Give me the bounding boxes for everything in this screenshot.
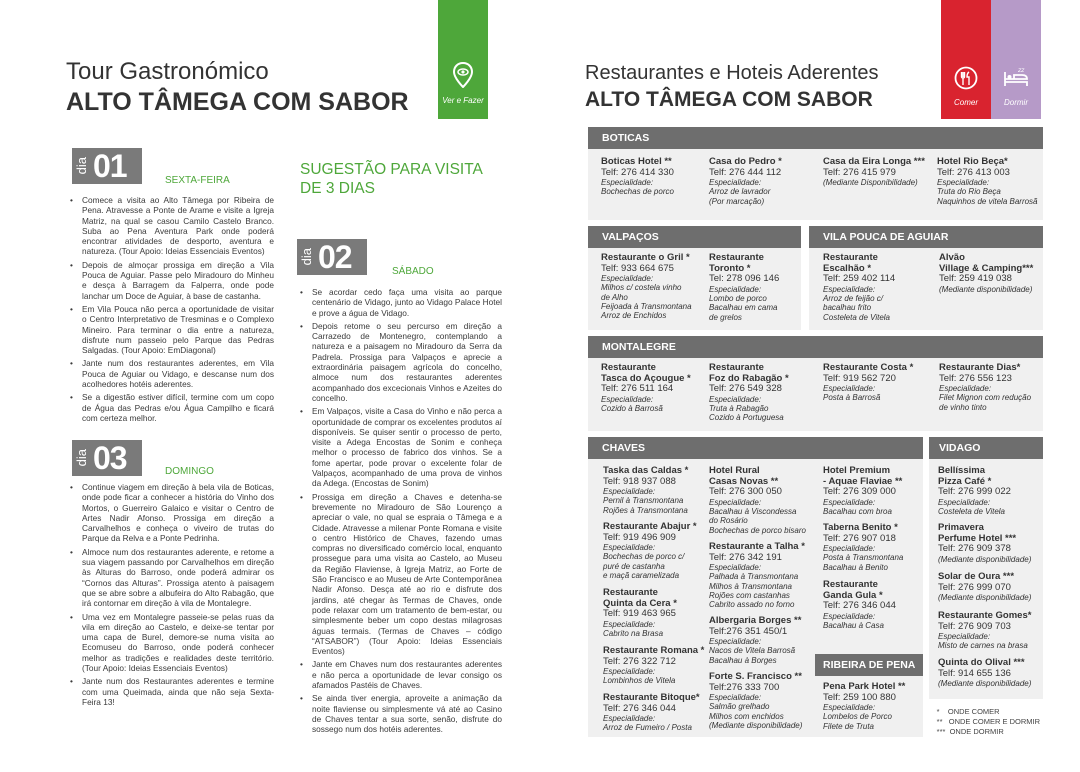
entry-name: Restaurante xyxy=(823,252,878,263)
specialty-label: Especialidade: xyxy=(823,544,876,554)
region-header: VIDAGO xyxy=(929,437,1043,459)
legend-item: * ONDE COMER xyxy=(936,707,1000,716)
entry-phone: Telf:276 351 450/1 xyxy=(709,625,788,637)
day-2-badge xyxy=(297,239,367,275)
entry-specialty: Filet Mignon com redução xyxy=(939,393,1032,403)
specialty-label: Especialidade: xyxy=(709,497,762,507)
dormir-tag xyxy=(991,0,1041,119)
entry-name: Perfume Hotel *** xyxy=(938,532,1017,544)
entry-specialty: Bacalhau com broa xyxy=(823,507,892,517)
entry-note: (Mediante Disponibilidade) xyxy=(823,178,918,188)
entry-name: Restaurante a Talha * xyxy=(709,541,805,552)
entry-name: Ganda Gula * xyxy=(823,589,883,601)
entry-phone: Telf: 914 655 136 xyxy=(938,667,1011,679)
entry-phone: Telf:276 333 700 xyxy=(709,681,780,693)
entry-b1 xyxy=(601,157,706,197)
entry-specialty: Misto de carnes na brasa xyxy=(938,641,1028,651)
entry-specialty: Bacalhau à Viscondessa xyxy=(709,507,797,517)
entry-note: (Mediante disponibilidade) xyxy=(939,284,1033,294)
entry-d1 xyxy=(938,466,1042,516)
entry-name: Taberna Benito * xyxy=(823,522,898,533)
list-item: • Se a digestão estiver difícil, termine com um copo de Água das Pedras e/ou Água Campilho e ficará com certeza melhor. xyxy=(68,392,274,423)
suggestion-heading: SUGESTÃO PARA VISITA DE 3 DIAS xyxy=(300,161,483,197)
entry-v2 xyxy=(709,253,801,322)
entry-phone: Telf: 276 322 712 xyxy=(603,655,676,667)
bed-icon xyxy=(991,66,1041,95)
entry-specialty: Lombo de porco xyxy=(709,294,767,304)
region-header: BOTICAS xyxy=(588,127,1043,149)
entry-specialty: Nacos de Vitela Barrosã xyxy=(709,646,796,656)
entry-name: Restaurante xyxy=(709,252,764,263)
entry-phone: Telf: 259 419 038 xyxy=(939,273,1012,285)
specialty-label: Especialidade: xyxy=(937,178,990,188)
day-2-list xyxy=(298,287,502,737)
entry-name: Forte S. Francisco ** xyxy=(709,671,802,682)
day-number: 03 xyxy=(93,439,127,476)
list-item: • Se ainda tiver energia, aproveite a animação da noite flaviense ou simplesmente vá até ao Casino de Chaves tentar a sua sorte, senão, disfrute do sossego num dos hotéis aderentes. xyxy=(298,693,502,734)
entry-phone: Telf: 276 342 191 xyxy=(709,551,782,563)
entry-specialty: Bochechas de porco c/ xyxy=(603,552,685,562)
entry-c11 xyxy=(823,523,923,572)
entry-name: Restaurante Romana * xyxy=(603,645,705,656)
entry-c9 xyxy=(709,672,817,730)
entry-v1 xyxy=(601,253,707,321)
entry-note: (Mediante disponibilidade) xyxy=(938,593,1032,603)
list-item: • Prossiga em direção a Chaves e detenha-se brevemente no Miradouro de São Lourenço a apreciar o vale, no qual se espraia o Tâmega e a Cidade. Atravesse a milenar Ponte Romana e visite o centro Histórico de Chaves, fazendo umas compras no diversificado comércio local, enquanto prossegue para uma visita ao Castelo, ao Museu da Região Flaviense, à Igreja Matriz, ao Forte de São Francisco e ao Museu de Arte Contemporânea Nadir Afonso. Desça até ao rio e disfrute dos jardins, até chegar às Termas de Chaves, onde pode relaxar com um tratamento de bem-estar, ou simplesmente beber um copo destas milagrosas águas termais. (Termas de Chaves – código “ATSABOR”) (Tour Apoio: Ideias Essenciais Eventos) xyxy=(298,492,502,657)
entry-c6 xyxy=(709,466,817,535)
entry-name: Taska das Caldas * xyxy=(603,465,689,476)
ver-e-fazer-label: Ver e Fazer xyxy=(442,96,484,105)
entry-phone: Telf: 919 463 965 xyxy=(603,608,676,620)
entry-c10 xyxy=(823,466,923,516)
legend xyxy=(937,707,1040,737)
entry-m2 xyxy=(709,363,819,423)
specialty-label: Especialidade: xyxy=(823,611,876,621)
entry-name: Primavera xyxy=(938,522,984,533)
entry-c7 xyxy=(709,542,817,610)
list-item: • Continue viagem em direção à bela vila de Boticas, onde pode ficar a conhecer a história do Vinho dos Mortos, o Guerreiro Galaico e visitar o Centro de Artes Nadir Afonso. Prossiga em direção a Carvalhelhos e conheça o viveiro de trutas do Parque da Relva e a Ponte Pedrinha. xyxy=(68,482,274,544)
fork-knife-icon xyxy=(941,66,991,95)
list-item: • Almoce num dos restaurantes aderente, e retome a sua viagem passando por Carvalhelhos em direção às Alturas do Barroso, onde poderá admirar os “Cornos das Alturas”. Prossiga atento à paisagem que se abre sobre a albufeira do Alto Rabagão, que irá contornar em direção à vila de Montalegre. xyxy=(68,547,274,609)
legend-item: *** ONDE DORMIR xyxy=(936,727,1004,736)
entry-specialty: Filete de Truta xyxy=(823,721,874,731)
list-item: • Em Valpaços, visite a Casa do Vinho e não perca a oportunidade de comprar os excelentes produtos aí disponíveis. Se quiser sentir o processo de perto, visite a Adega Encostas de Sonim e conheça melhor o processo de fabrico dos vinhos. Se a fome apertar, pode provar o excelente folar de Valpaços, acompanhado de uma prova de vinhos da Adega. (Encostas de Sonim) xyxy=(298,406,502,488)
entry-specialty: Milhos c/ costela vinho xyxy=(601,283,682,293)
entry-specialty: bacalhau frito xyxy=(823,303,872,313)
day-2-label: SÁBADO xyxy=(392,266,434,277)
entry-specialty: Arroz de Fumeiro / Posta xyxy=(603,723,692,733)
entry-d5 xyxy=(938,658,1042,688)
entry-specialty: puré de castanha xyxy=(603,561,665,571)
entry-specialty: Milhos com enchidos xyxy=(709,711,784,721)
entry-phone: Telf: 276 414 330 xyxy=(601,166,674,178)
left-subtitle: ALTO TÂMEGA COM SABOR xyxy=(66,88,409,116)
specialty-label: Especialidade: xyxy=(603,667,656,677)
specialty-label: Especialidade: xyxy=(603,543,656,553)
comer-label: Comer xyxy=(953,98,978,107)
entry-specialty: Truta do Rio Beça xyxy=(937,187,1001,197)
region-header: RIBEIRA DE PENA xyxy=(815,654,923,676)
entry-name: Casa do Pedro * xyxy=(709,156,782,167)
entry-specialty: Lombinhos de Vitela xyxy=(603,676,676,686)
day-1-label: SEXTA-FEIRA xyxy=(165,175,230,186)
entry-b3 xyxy=(823,157,933,187)
ver-e-fazer-tag xyxy=(438,0,488,119)
entry-c12 xyxy=(823,580,923,630)
entry-phone: Telf: 276 413 003 xyxy=(937,166,1010,178)
entry-specialty: Salmão grelhado xyxy=(709,702,770,712)
entry-b4 xyxy=(937,157,1043,206)
specialty-label: Especialidade: xyxy=(601,274,654,284)
entry-phone: Telf: 276 444 112 xyxy=(709,166,782,178)
entry-phone: Telf: 259 402 114 xyxy=(823,273,896,285)
map-pin-eye-icon xyxy=(438,62,488,93)
entry-phone: Telf: 276 909 703 xyxy=(938,620,1011,632)
day-number: 01 xyxy=(93,147,127,184)
day-3-badge xyxy=(72,440,142,476)
entry-c1 xyxy=(603,466,707,515)
entry-phone: Telf: 259 100 880 xyxy=(823,691,896,703)
entry-name: Boticas Hotel ** xyxy=(601,156,672,167)
entry-specialty: Bacalhau à Borges xyxy=(709,655,777,665)
list-item: • Jante num dos restaurantes aderentes, em Vila Pouca de Aguiar ou Vidago, e descanse num dos acolhedores hotéis aderentes. xyxy=(68,358,274,389)
entry-phone: Telf: 276 909 378 xyxy=(938,543,1011,555)
entry-specialty: Bacalhau à Benito xyxy=(823,562,888,572)
entry-specialty: Posta à Transmontana xyxy=(823,553,904,563)
right-title: Restaurantes e Hoteis Aderentes xyxy=(585,62,879,84)
entry-name: Restaurante xyxy=(709,362,764,373)
entry-specialty: Costeleta de Vitela xyxy=(823,312,891,322)
day-1-badge xyxy=(72,148,142,184)
entry-c4 xyxy=(603,646,707,686)
entry-name: Casa da Eira Longa *** xyxy=(823,156,925,167)
day-word: dia xyxy=(74,157,89,175)
entry-specialty: Truta à Rabagão xyxy=(709,404,769,414)
entry-name: Restaurante xyxy=(823,579,878,590)
entry-specialty: do Rosário xyxy=(709,516,748,526)
entry-specialty: Costeleta de Vitela xyxy=(938,507,1006,517)
entry-d4 xyxy=(938,611,1042,651)
entry-name: Escalhão * xyxy=(823,262,872,274)
entry-specialty: Rojões com castanhas xyxy=(709,591,790,601)
entry-name: Restaurante xyxy=(603,587,658,598)
entry-specialty: Cabrito assado no forno xyxy=(709,600,795,610)
specialty-label: Especialidade: xyxy=(823,284,876,294)
entry-phone: Telf: 276 346 044 xyxy=(603,702,676,714)
entry-name: Hotel Rural xyxy=(709,465,760,476)
entry-name: Quinta da Cera * xyxy=(603,597,677,609)
entry-specialty: Arroz de feijão c/ xyxy=(823,294,884,304)
entry-m3 xyxy=(823,363,933,403)
entry-name: Village & Camping*** xyxy=(939,262,1034,274)
list-item: • Em Vila Pouca não perca a oportunidade de visitar o Centro Interpretativo de Tresminas e o Complexo Mineiro. Para terminar o dia entre a natureza, disfrute num passeio pelo Parque das Pedras Salgadas. (Tour Apoio: EmDiagonal) xyxy=(68,304,274,355)
entry-specialty: Bochechas de porco bisaro xyxy=(709,525,806,535)
entry-phone: Telf: 276 549 328 xyxy=(709,383,782,395)
entry-name: Pena Park Hotel ** xyxy=(823,681,906,692)
entry-phone: Telf: 276 999 022 xyxy=(938,486,1011,498)
entry-c8 xyxy=(709,616,817,665)
entry-specialty: de vinho tinto xyxy=(939,402,987,412)
specialty-label: Especialidade: xyxy=(603,619,656,629)
entry-phone: Telf: 276 300 050 xyxy=(709,486,782,498)
comer-tag xyxy=(941,0,991,119)
entry-name: Quinta do Olival *** xyxy=(938,657,1025,668)
entry-specialty: (Por marcação) xyxy=(709,196,765,206)
specialty-label: Especialidade: xyxy=(938,497,991,507)
entry-p1 xyxy=(823,253,933,322)
entry-phone: Telf: 919 562 720 xyxy=(823,372,896,384)
entry-name: Solar de Oura *** xyxy=(938,571,1015,582)
entry-specialty: Feijoada à Transmontana xyxy=(601,302,692,312)
entry-specialty: Cozido à Barrosã xyxy=(601,404,663,414)
legend-item: ** ONDE COMER E DORMIR xyxy=(936,717,1040,726)
entry-phone: Telf: 276 999 070 xyxy=(938,581,1011,593)
entry-name: Alvão xyxy=(939,252,965,263)
entry-b2 xyxy=(709,157,819,206)
entry-phone: Telf: 276 511 164 xyxy=(601,383,674,395)
entry-name: - Aquae Flaviae ** xyxy=(823,475,903,487)
entry-specialty: Cozido à Portuguesa xyxy=(709,413,784,423)
entry-note: (Mediante disponibilidade) xyxy=(938,679,1032,689)
day-word: dia xyxy=(299,248,314,266)
entry-phone: Telf: 919 496 909 xyxy=(603,531,676,543)
entry-phone: Tel: 278 096 146 xyxy=(709,273,780,285)
entry-specialty: Bacalhau à Casa xyxy=(823,621,884,631)
entry-specialty: Posta à Barrosã xyxy=(823,393,881,403)
list-item: • Jante num dos Restaurantes aderentes e termine com uma Queimada, ainda que não seja Sexta-Feira 13! xyxy=(68,676,274,707)
region-header: CHAVES xyxy=(588,437,923,459)
entry-d2 xyxy=(938,523,1042,564)
dormir-label: Dormir xyxy=(1004,98,1028,107)
day-3-list xyxy=(68,482,274,710)
day-word: dia xyxy=(74,449,89,467)
entry-name: Restaurante xyxy=(601,362,656,373)
entry-name: Tasca do Açougue * xyxy=(601,372,691,384)
entry-specialty: Palhada à Transmontana xyxy=(709,572,799,582)
specialty-label: Especialidade: xyxy=(709,693,762,703)
specialty-label: Especialidade: xyxy=(823,497,876,507)
entry-specialty: Bacalhau em cama xyxy=(709,303,778,313)
entry-phone: Telf: 276 907 018 xyxy=(823,532,896,544)
entry-phone: Telf: 276 346 044 xyxy=(823,600,896,612)
entry-name: Hotel Premium xyxy=(823,465,891,476)
specialty-label: Especialidade: xyxy=(709,284,762,294)
day-3-label: DOMINGO xyxy=(165,466,214,477)
day-number: 02 xyxy=(318,238,352,275)
region-header: VILA POUCA DE AGUIAR xyxy=(809,226,1043,248)
entry-name: Restaurante Dias* xyxy=(939,362,1021,373)
entry-specialty: e maçã caramelizada xyxy=(603,571,680,581)
list-item: • Se acordar cedo faça uma visita ao parque centenário de Vidago, junto ao Vidago Palace Hotel e prove a água de Vidago. xyxy=(298,287,502,318)
specialty-label: Especialidade: xyxy=(823,703,876,713)
list-item: • Uma vez em Montalegre passeie-se pelas ruas da vila em direção ao Castelo, e deixe-se tentar por uma capa de Burel, demore-se numa visita ao Ecomuseu do Barroso, onde poderá conhecer melhor as tradições e realidades deste território. (Tour Apoio: Ideias Essenciais Eventos) xyxy=(68,612,274,674)
entry-phone: Telf: 933 664 675 xyxy=(601,262,674,274)
entry-name: Bellíssima xyxy=(938,465,985,476)
entry-name: Restaurante Gomes* xyxy=(938,610,1032,621)
day-1-list xyxy=(68,195,274,426)
entry-specialty: de Alho xyxy=(601,292,628,302)
entry-name: Restaurante Abajur * xyxy=(603,521,697,532)
entry-name: Pizza Café * xyxy=(938,475,992,487)
entry-name: Foz do Rabagão * xyxy=(709,372,789,384)
entry-d3 xyxy=(938,572,1042,602)
entry-phone: Telf: 276 309 000 xyxy=(823,486,896,498)
entry-p2 xyxy=(939,253,1043,294)
entry-note: (Mediante disponibilidade) xyxy=(938,554,1032,564)
specialty-label: Especialidade: xyxy=(601,394,654,404)
list-item: • Depois retome o seu percurso em direção a Carrazedo de Montenegro, contemplando a natureza e a paisagem no Miradouro da Serra da Padrela. Prossiga para Valpaços e aprecie a extraordinária paisagem agrícola do concelho, almoce num dos restaurantes aderentes acompanhado dos excecionais Vinhos e Azeites do concelho. xyxy=(298,321,502,403)
left-title: Tour Gastronómico xyxy=(66,58,269,85)
region-header: VALPAÇOS xyxy=(588,226,801,248)
entry-specialty: Arroz de Enchidos xyxy=(601,311,667,321)
right-subtitle: ALTO TÂMEGA COM SABOR xyxy=(585,88,873,111)
specialty-label: Especialidade: xyxy=(709,394,762,404)
list-item: • Depois de almoçar prossiga em direção a Vila Pouca de Aguiar. Passe pelo Miradouro do Minheu e desça à Barragem da Falperra, onde pode lanchar um Doce de Aguiar, à base de castanha. xyxy=(68,260,274,301)
entry-specialty: Arroz de lavrador xyxy=(709,187,771,197)
entry-name: Albergaria Borges ** xyxy=(709,615,802,626)
specialty-label: Especialidade: xyxy=(709,563,762,573)
entry-name: Hotel Rio Beça* xyxy=(937,156,1008,167)
specialty-label: Especialidade: xyxy=(603,714,656,724)
entry-specialty: Bochechas de porco xyxy=(601,187,674,197)
specialty-label: Especialidade: xyxy=(709,637,762,647)
list-item: • Comece a visita ao Alto Tâmega por Ribeira de Pena. Atravesse a Ponte de Arame e visite a Igreja Matriz, na qual se casou Camilo Castelo Branco. Suba ao Pena Aventura Park onde poderá encontrar atividades de desporto, aventura e natureza. (Tour Apoio: Ideias Essenciais Eventos) xyxy=(68,195,274,257)
entry-specialty: Cabrito na Brasa xyxy=(603,629,664,639)
entry-name: Casas Novas ** xyxy=(709,475,779,487)
entry-phone: Telf: 276 556 123 xyxy=(939,372,1012,384)
specialty-label: Especialidade: xyxy=(601,178,654,188)
region-header: MONTALEGRE xyxy=(588,336,1043,358)
specialty-label: Especialidade: xyxy=(938,632,991,642)
specialty-label: Especialidade: xyxy=(709,178,762,188)
entry-specialty: Milhos à Transmontana xyxy=(709,581,792,591)
specialty-label: Especialidade: xyxy=(603,487,656,497)
entry-phone: Telf: 276 415 979 xyxy=(823,166,896,178)
entry-r1 xyxy=(823,682,921,731)
entry-name: Restaurante Costa * xyxy=(823,362,914,373)
entry-phone: Telf: 918 937 088 xyxy=(603,475,676,487)
entry-m1 xyxy=(601,363,707,413)
entry-specialty: de grelos xyxy=(709,312,742,322)
entry-c2 xyxy=(603,522,707,580)
entry-name: Toronto * xyxy=(709,262,751,274)
entry-specialty: Pernil à Transmontana xyxy=(603,496,684,506)
entry-specialty: (Mediante disponibilidade) xyxy=(709,721,803,731)
svg-text:zz: zz xyxy=(1018,67,1025,74)
specialty-label: Especialidade: xyxy=(823,384,876,394)
entry-c5 xyxy=(603,693,707,733)
specialty-label: Especialidade: xyxy=(939,384,992,394)
list-item: • Jante em Chaves num dos restaurantes aderentes e não perca a oportunidade de levar consigo os afamados Pastéis de Chaves. xyxy=(298,659,502,690)
entry-specialty: Lombelos de Porco xyxy=(823,712,892,722)
entry-specialty: Naquinhos de vitela Barrosã xyxy=(937,196,1038,206)
entry-name: Restaurante o Gril * xyxy=(601,252,690,263)
entry-m4 xyxy=(939,363,1043,412)
entry-name: Restaurante Bitoque* xyxy=(603,692,700,703)
entry-c3 xyxy=(603,588,707,638)
entry-specialty: Rojões à Transmontana xyxy=(603,505,688,515)
